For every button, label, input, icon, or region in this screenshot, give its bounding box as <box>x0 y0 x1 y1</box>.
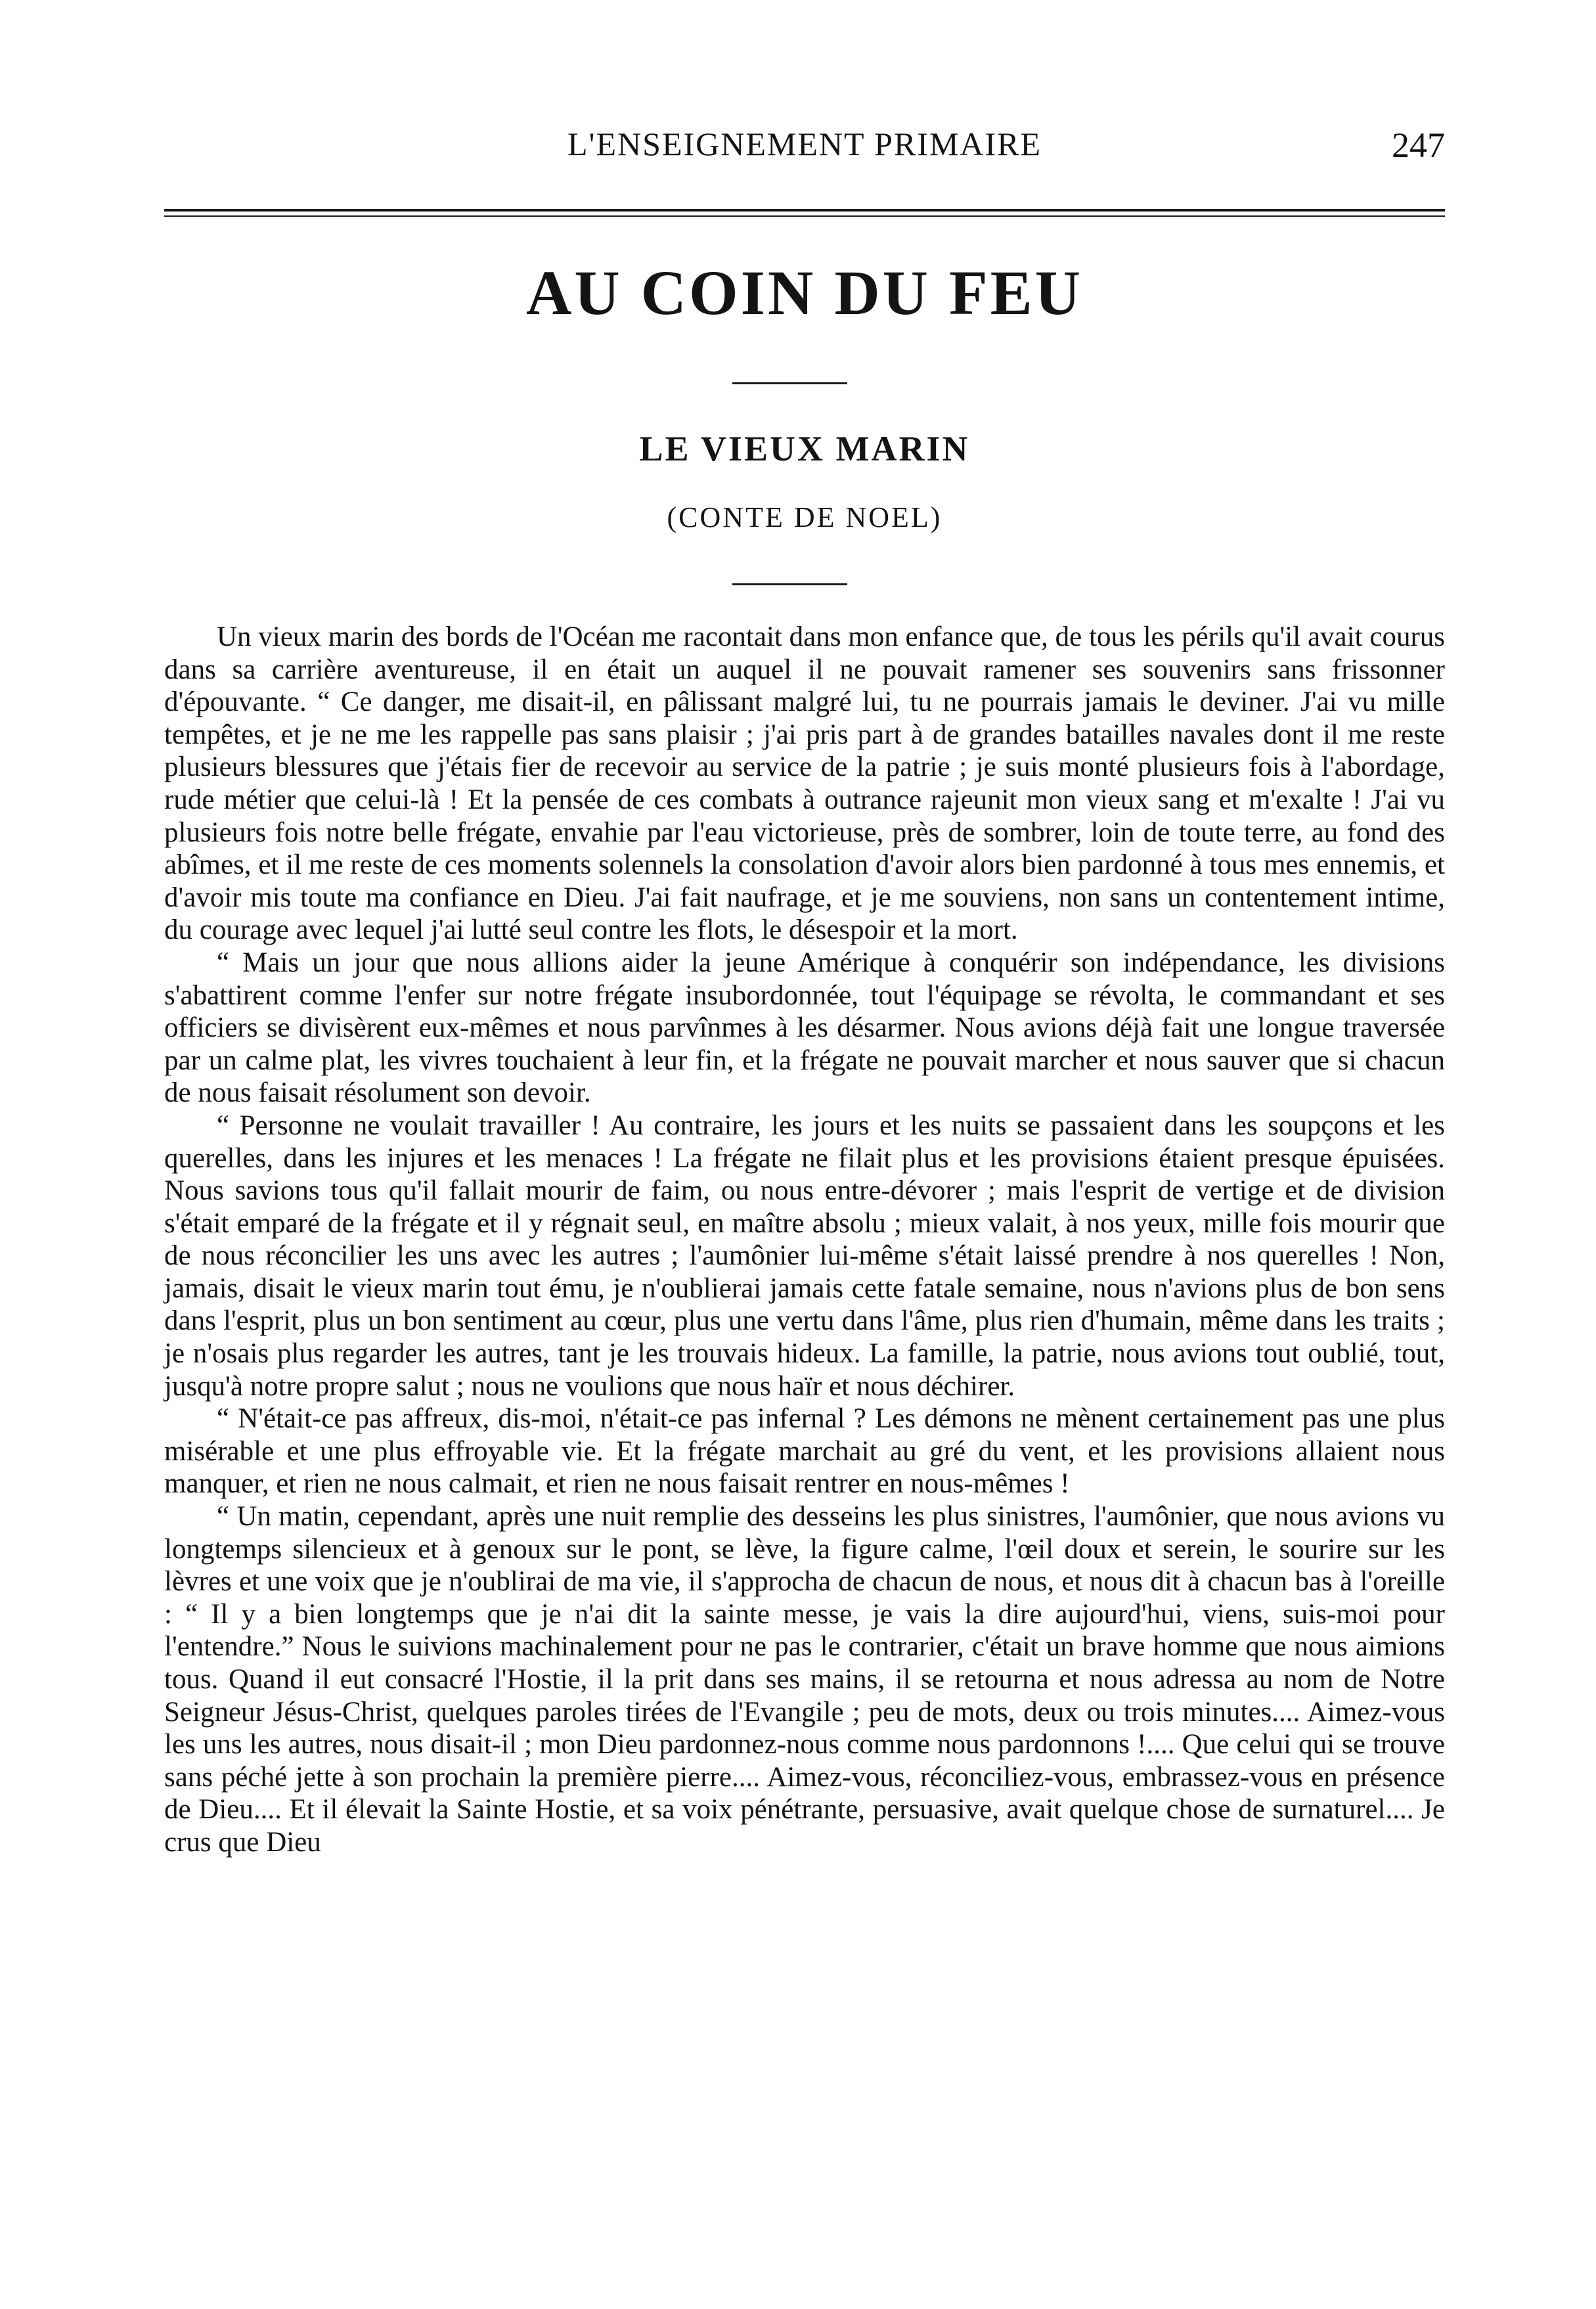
subtitle-divider <box>732 583 847 585</box>
story-subtitle: (CONTE DE NOEL) <box>667 501 942 533</box>
paragraph: “ N'était-ce pas affreux, dis-moi, n'était-ce pas infernal ? Les démons ne mènent certainement pas une plus misérable et une plus effroyable vie. Et la frégate marchait au gré du vent, et les provisions allaient nous manquer, et rien ne nous calmait, et rien ne nous faisait rentrer en nous-mêmes ! <box>164 1403 1445 1500</box>
paragraph: “ Mais un jour que nous allions aider la jeune Amérique à conquérir son indépendance, les divisions s'abattirent comme l'enfer sur notre frégate insubordonnée, tout l'équipage se révolta, le commandant et ses officiers se divisèrent eux-mêmes et nous parvînmes à les désarmer. Nous avions déjà fait une longue traversée par un calme plat, les vivres touchaient à leur fin, et la frégate ne pouvait marcher et nous sauver que si chacun de nous faisait résolument son devoir. <box>164 947 1445 1109</box>
story-title: LE VIEUX MARIN <box>639 429 970 468</box>
header-double-rule <box>164 209 1445 217</box>
paragraph: Un vieux marin des bords de l'Océan me racontait dans mon enfance que, de tous les périls qu'il avait courus dans sa carrière aventureuse, il en était un auquel il ne pouvait ramener ses souvenirs sans frissonner d'épouvante. “ Ce danger, me disait-il, en pâlissant malgré lui, tu ne pourrais jamais le deviner. J'ai vu mille tempêtes, et je ne me les rappelle pas sans plaisir ; j'ai pris part à de grandes batailles navales dont il me reste plusieurs blessures que j'étais fier de recevoir au service de la patrie ; je suis monté plusieurs fois à l'abordage, rude métier que celui-là ! Et la pensée de ces combats à outrance rajeunit mon vieux sang et m'exalte ! J'ai vu plusieurs fois notre belle frégate, envahie par l'eau victorieuse, près de sombrer, loin de toute terre, au fond des abîmes, et il me reste de ces moments solennels la consolation d'avoir alors bien pardonné à tous mes ennemis, et d'avoir mis toute ma confiance en Dieu. J'ai fait naufrage, et je me souviens, non sans un contentement intime, du courage avec lequel j'ai lutté seul contre les flots, le désespoir et la mort. <box>164 621 1445 946</box>
page-number: 247 <box>1392 125 1445 165</box>
paragraph: “ Un matin, cependant, après une nuit remplie des desseins les plus sinistres, l'aumônier, que nous avions vu longtemps silencieux et à genoux sur le pont, se lève, la figure calme, l'œil doux et serein, le sourire sur les lèvres et une voix que je n'oublirai de ma vie, il s'approcha de chacun de nous, et nous dit à chacun bas à l'oreille : “ Il y a bien longtemps que je n'ai dit la sainte messe, je vais la dire aujourd'hui, viens, suis-moi pour l'entendre.” Nous le suivions machinalement pour ne pas le contrarier, c'était un brave homme que nous aimions tous. Quand il eut consacré l'Hostie, il la prit dans ses mains, il se retourna et nous adressa au nom de Notre Seigneur Jésus-Christ, quelques paroles tirées de l'Evangile ; peu de mots, deux ou trois minutes.... Aimez-vous les uns les autres, nous disait-il ; mon Dieu pardonnez-nous comme nous pardonnons !.... Que celui qui se trouve sans péché jette à son prochain la première pierre.... Aimez-vous, réconciliez-vous, embrassez-vous en présence de Dieu.... Et il élevait la Sainte Hostie, et sa voix pénétrante, persuasive, avait quelque chose de surnaturel.... Je crus que Dieu <box>164 1501 1445 1858</box>
running-title: L'ENSEIGNEMENT PRIMAIRE <box>567 125 1042 162</box>
paragraph: “ Personne ne voulait travailler ! Au contraire, les jours et les nuits se passaient dans les soupçons et les querelles, dans les injures et les menaces ! La frégate ne filait plus et les provisions étaient presque épuisées. Nous savions tous qu'il fallait mourir de faim, ou nous entre-dévorer ; mais l'esprit de vertige et de division s'était emparé de la frégate et il y régnait seul, en maître absolu ; mieux valait, à nos yeux, mille fois mourir que de nous réconcilier les uns avec les autres ; l'aumônier lui-même s'était laissé prendre à nos querelles ! Non, jamais, disait le vieux marin tout ému, je n'oublierai jamais cette fatale semaine, nous n'avions plus de bon sens dans l'esprit, plus un bon sentiment au cœur, plus une vertu dans l'âme, plus rien d'humain, même dans les traits ; je n'osais plus regarder les autres, tant je les trouvais hideux. La famille, la patrie, nous avions tout oublié, tout, jusqu'à notre propre salut ; nous ne voulions que nous haïr et nous déchirer. <box>164 1110 1445 1402</box>
title-divider <box>732 382 847 384</box>
running-header <box>164 125 1445 171</box>
section-title: AU COIN DU FEU <box>526 258 1083 328</box>
article-body <box>164 621 1445 1859</box>
